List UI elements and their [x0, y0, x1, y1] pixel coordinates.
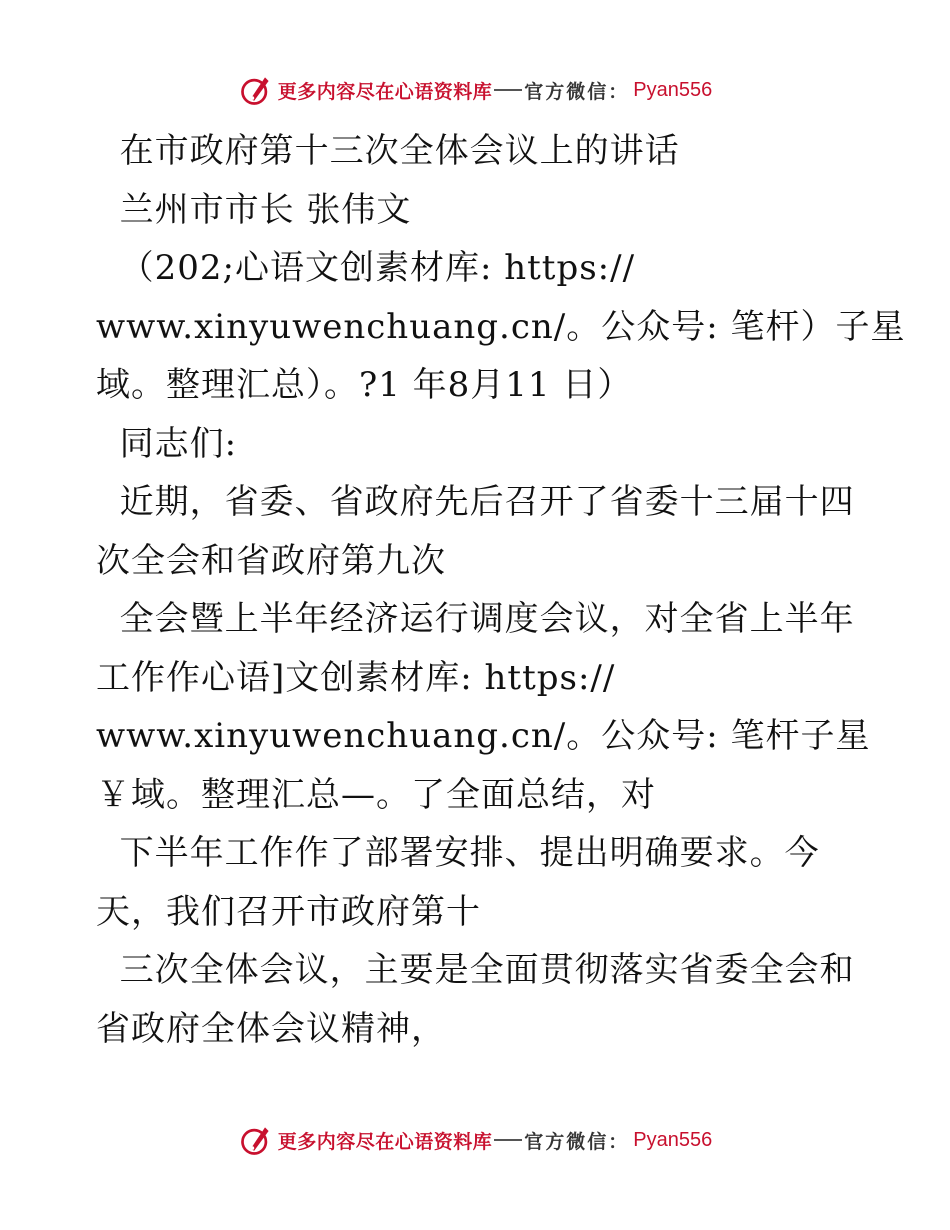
doc-line: www.xinyuwenchuang.cn/。公众号: 笔杆子星	[96, 716, 871, 756]
doc-line: 工作作心语]文创素材库: https://	[96, 657, 616, 698]
doc-author: 兰州市市长 张伟文	[96, 189, 412, 230]
banner-brand-text: 更多内容尽在心语资料库	[277, 1130, 493, 1153]
doc-line: www.xinyuwenchuang.cn/。公众号: 笔杆）子星	[96, 306, 906, 347]
doc-line: 次全会和省政府第九次	[96, 540, 446, 581]
doc-line: ￥域。整理汇总—。了全面总结，对	[96, 774, 656, 815]
banner-dash	[494, 89, 522, 91]
footer-banner	[0, 1120, 950, 1160]
banner-wechat-id: Pyan556	[633, 1128, 713, 1151]
banner-label: 官方微信：	[524, 80, 630, 103]
doc-line: 域。整理汇总）。?1 年8月11 日）	[96, 365, 633, 405]
pen-nib-logo-icon	[238, 72, 274, 108]
doc-line: （202;心语文创素材库: https://	[96, 248, 636, 288]
header-banner	[0, 70, 950, 110]
doc-title: 在市政府第十三次全体会议上的讲话	[96, 131, 680, 171]
doc-line: 省政府全体会议精神，	[96, 1008, 446, 1049]
pen-nib-logo-icon	[238, 1122, 274, 1158]
doc-line: 近期，省委、省政府先后召开了省委十三届十四	[96, 482, 855, 522]
banner-dash	[494, 1139, 522, 1141]
doc-salutation: 同志们:	[96, 423, 238, 464]
doc-line: 全会暨上半年经济运行调度会议，对全省上半年	[96, 599, 855, 639]
banner-wechat-id: Pyan556	[633, 78, 713, 101]
doc-line: 天，我们召开市政府第十	[96, 891, 481, 932]
banner-brand-text: 更多内容尽在心语资料库	[277, 80, 493, 103]
document-body	[96, 122, 906, 1058]
banner-label: 官方微信：	[524, 1130, 630, 1153]
doc-line: 下半年工作作了部署安排、提出明确要求。今	[96, 833, 820, 873]
doc-line: 三次全体会议，主要是全面贯彻落实省委全会和	[96, 950, 855, 990]
